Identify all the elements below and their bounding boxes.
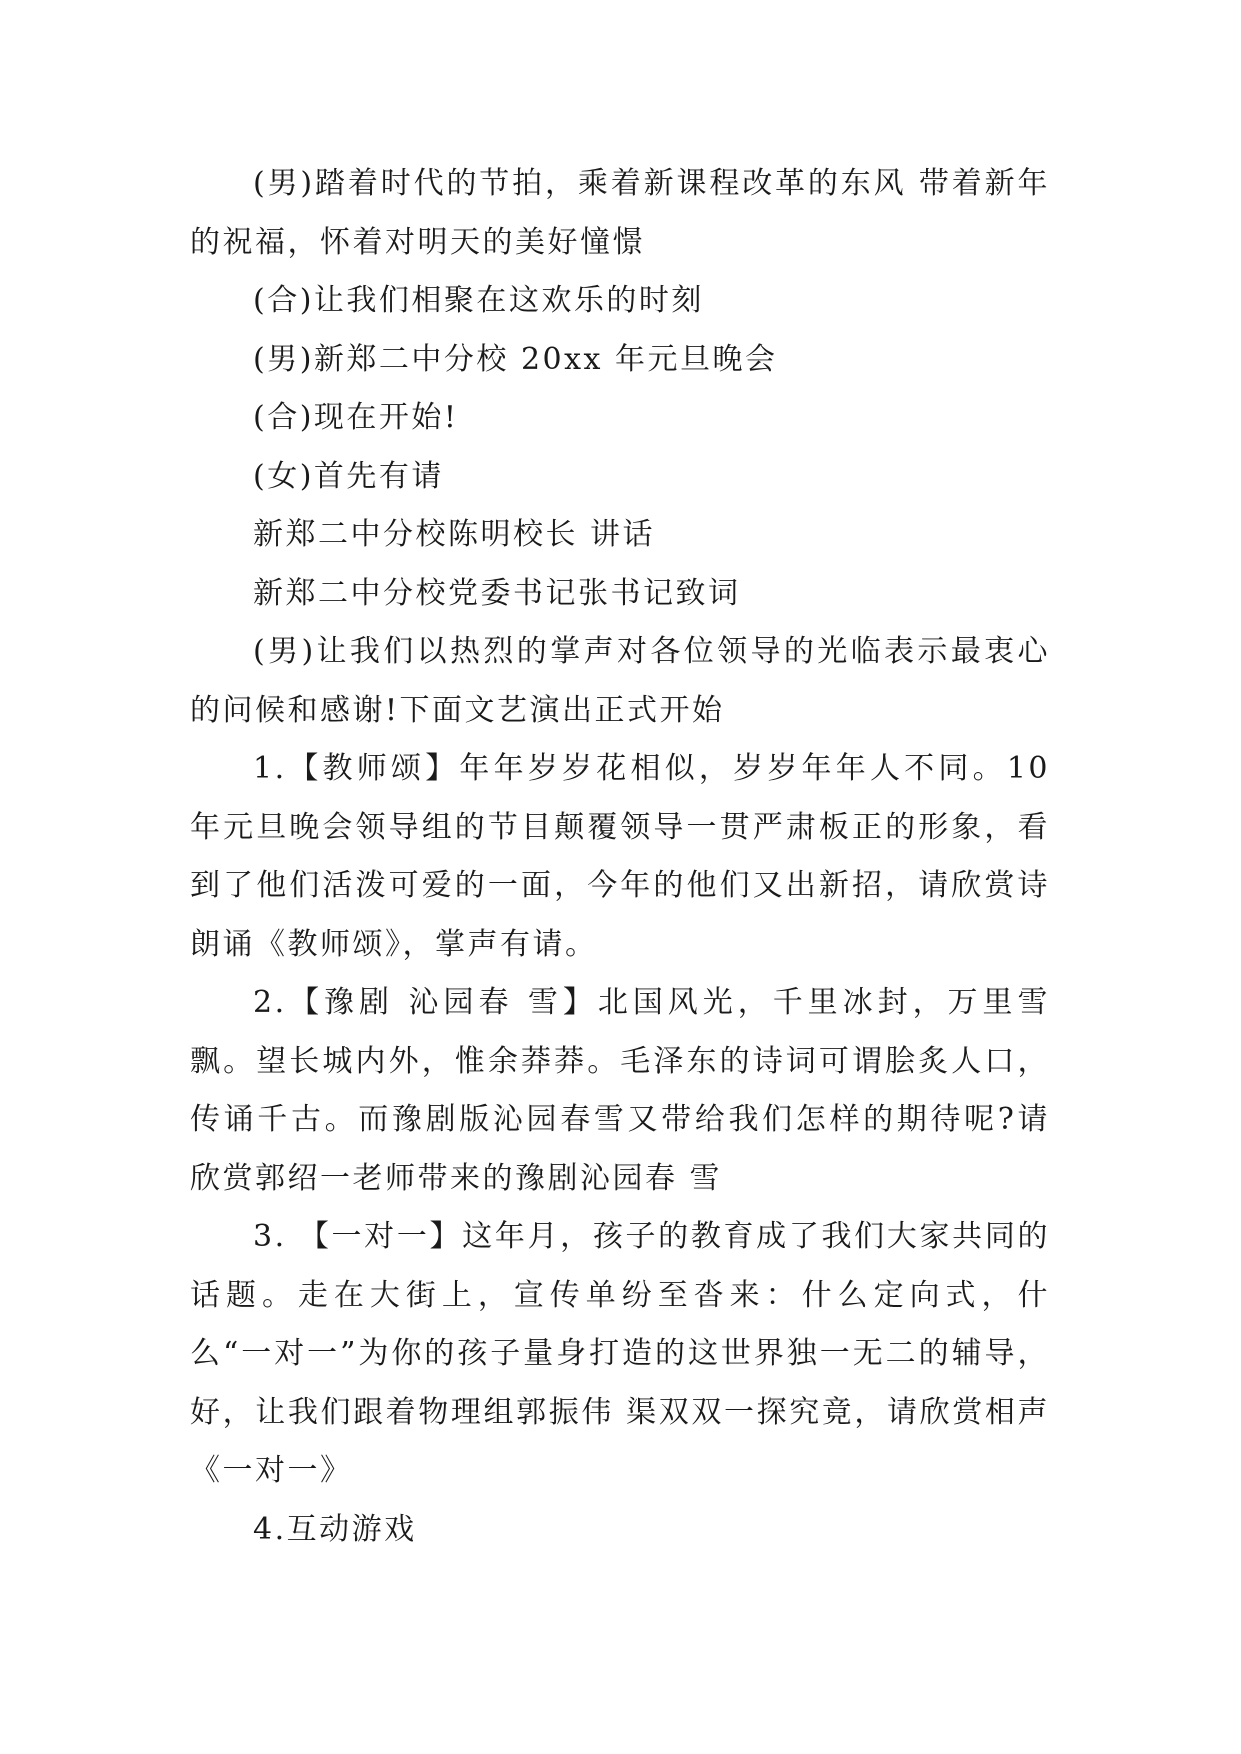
paragraph: 新郑二中分校陈明校长 讲话 — [253, 517, 656, 552]
document-body — [190, 155, 1050, 1559]
paragraph: 新郑二中分校党委书记张书记致词 — [253, 575, 741, 611]
paragraph: (男)让我们以热烈的掌声对各位领导的光临表示最衷心的问候和感谢!下面文艺演出正式开始 — [190, 634, 1050, 728]
paragraph: 4.互动游戏 — [253, 1511, 417, 1547]
paragraph: (男)踏着时代的节拍，乘着新课程改革的东风 带着新年的祝福，怀着对明天的美好憧憬 — [190, 166, 1050, 260]
paragraph: (男)新郑二中分校 20xx 年元旦晚会 — [253, 341, 778, 377]
paragraph: 1.【教师颂】年年岁岁花相似，岁岁年年人不同。10 年元旦晚会领导组的节目颠覆领导一贯严肃板正的形象，看到了他们活泼可爱的一面，今年的他们又出新招，请欣赏诗朗诵《教师颂》，掌声有请。 — [190, 751, 1050, 962]
paragraph: 3. 【一对一】这年月，孩子的教育成了我们大家共同的话题。走在大街上，宣传单纷至沓来：什么定向式，什么“一对一”为你的孩子量身打造的这世界独一无二的辅导，好，让我们跟着物理组郭振伟 渠双双一探究竟，请欣赏相声《一对一》 — [190, 1219, 1050, 1488]
paragraph: 2.【豫剧 沁园春 雪】北国风光，千里冰封，万里雪飘。望长城内外，惟余莽莽。毛泽东的诗词可谓脍炙人口，传诵千古。而豫剧版沁园春雪又带给我们怎样的期待呢?请欣赏郭绍一老师带来的豫剧沁园春 雪 — [190, 985, 1050, 1196]
paragraph: (合)让我们相聚在这欢乐的时刻 — [253, 283, 704, 318]
paragraph: (女)首先有请 — [253, 458, 444, 494]
paragraph: (合)现在开始! — [253, 400, 459, 435]
